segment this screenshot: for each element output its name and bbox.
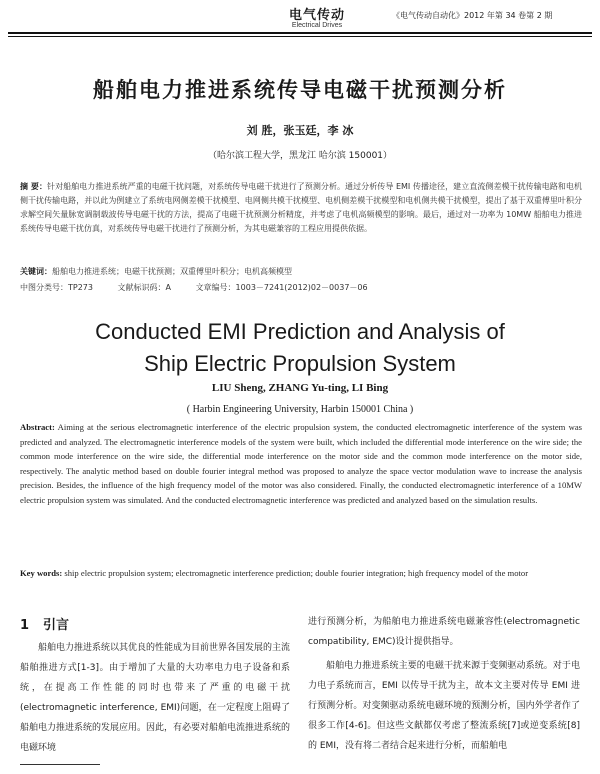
keywords-en [20, 566, 582, 580]
keywords-cn [20, 266, 582, 277]
paper-title-en-line1: Conducted EMI Prediction and Analysis of [95, 319, 505, 344]
journal-name-cn: 电气传动 [288, 8, 345, 23]
affiliation-cn: （哈尔滨工程大学，黑龙江 哈尔滨 150001） [207, 151, 393, 161]
body-column-right [308, 612, 580, 760]
body-paragraph: 船舶电力推进系统主要的电磁干扰来源于变频驱动系统。对于电力电子系统而言，EMI 以传导干扰为主，故本文主要对传导 EMI 进行预测分析。对变频驱动系统电磁环境的预测分析，国内外学者作了很多工作[4-6]。但这些文献都仅考虑了整流系统[7]或逆变系统[8]的 EMI，没有将二者结合起来进行分析，而船舶电 [308, 661, 580, 751]
clc-number: 中图分类号：TP273 [20, 283, 93, 292]
body-paragraph: 进行预测分析，为船舶电力推进系统电磁兼容性(electromagnetic compatibility, EMC)设计提供指导。 [308, 617, 580, 647]
section-heading [20, 614, 69, 633]
abstract-cn-label: 摘 要： [20, 182, 48, 191]
journal-name-en: Electrical Drives [291, 22, 343, 29]
paper-title-en [0, 316, 600, 380]
keywords-cn-label: 关键词： [20, 267, 52, 276]
keywords-en-text: ship electric propulsion system; electromagnetic interference prediction; double fourier integration; high frequency model of the motor [64, 568, 529, 578]
paper-title-en-line2: Ship Electric Propulsion System [144, 351, 456, 376]
document-code: 文献标识码：A [117, 283, 172, 292]
section-number: 1 [20, 618, 30, 633]
affiliation-en: ( Harbin Engineering University, Harbin 150001 China ) [186, 404, 414, 415]
authors-en: LIU Sheng, ZHANG Yu-ting, LI Bing [211, 382, 389, 394]
article-number: 文章编号：1003－7241(2012)02－0037－06 [195, 283, 368, 292]
keywords-en-label: Key words: [20, 568, 63, 578]
abstract-en-label: Abstract: [20, 422, 55, 432]
classification-codes [20, 282, 582, 293]
header-rule-thin [8, 36, 592, 37]
paper-title-cn: 船舶电力推进系统传导电磁干扰预测分析 [93, 78, 507, 102]
footnote-rule [20, 764, 100, 765]
authors-cn: 刘 胜，张玉廷，李 冰 [246, 124, 354, 137]
body-column-left: 船舶电力推进系统以其优良的性能成为目前世界各国发展的主流船舶推进方式[1-3]。由于增加了大量的大功率电力电子设备和系统，在提高工作性能的同时也带来了严重的电磁干扰(electromagnetic interference, EMI)问题，在一定程度上阻碍了船舶电力推进系统的发展应用。因此，有必要对船舶电流推进系统的电磁环境 [20, 643, 291, 753]
keywords-cn-text: 船舶电力推进系统；电磁干扰预测；双重傅里叶积分；电机高频模型 [52, 267, 292, 276]
abstract-cn [20, 180, 582, 236]
section-title: 引言 [43, 618, 70, 633]
abstract-en [20, 420, 582, 508]
abstract-en-text: Aiming at the serious electromagnetic interference of the electric propulsion system, the conducted electromagnetic interference of the system was predicted and analyzed. The electromagnetic interference models of the system were built, which included the differential mode interference on the wire side; the common mode interference on the wire side, the differential mode interference on the motor side and the common mode interference on the motor side, respectively. The analytic method based on double fourier integral method was proposed to analyze the space vector modulation wave to increase the analysis precision. Besides, the influence of the high frequency model of the motor was also considered. Finally, the conducted electromagnetic interference of a 10MW electric propulsion system was simulated. And the conducted electromagnetic interference was predicted and analyzed based on the simulation results. [20, 422, 582, 505]
header-rule [8, 32, 592, 34]
journal-issue: 《电气传动自动化》2012 年第 34 卷第 2 期 [392, 11, 553, 20]
abstract-cn-text: 针对船舶电力推进系统严重的电磁干扰问题，对系统传导电磁干扰进行了预测分析。通过分析传导 EMI 传播途径，建立直流侧差模干扰传输电路和电机侧干扰传输电路，并以此为例建立了系统电网侧差模干扰模型、电网侧共模干扰模型、电机侧差模干扰模型和电机侧共模干扰模型，提出了基于双重傅里叶积分求解空间矢量脉宽调制载波传导电磁干扰的方法，提高了电磁干扰预测分析精度，并考虑了电机高频模型的影响。最后，通过对一功率为 10MW 船舶电力推进系统传导电磁干扰仿真，对系统传导电磁干扰进行了预测分析，为其电磁兼容的工程应用提供依据。 [20, 182, 582, 233]
